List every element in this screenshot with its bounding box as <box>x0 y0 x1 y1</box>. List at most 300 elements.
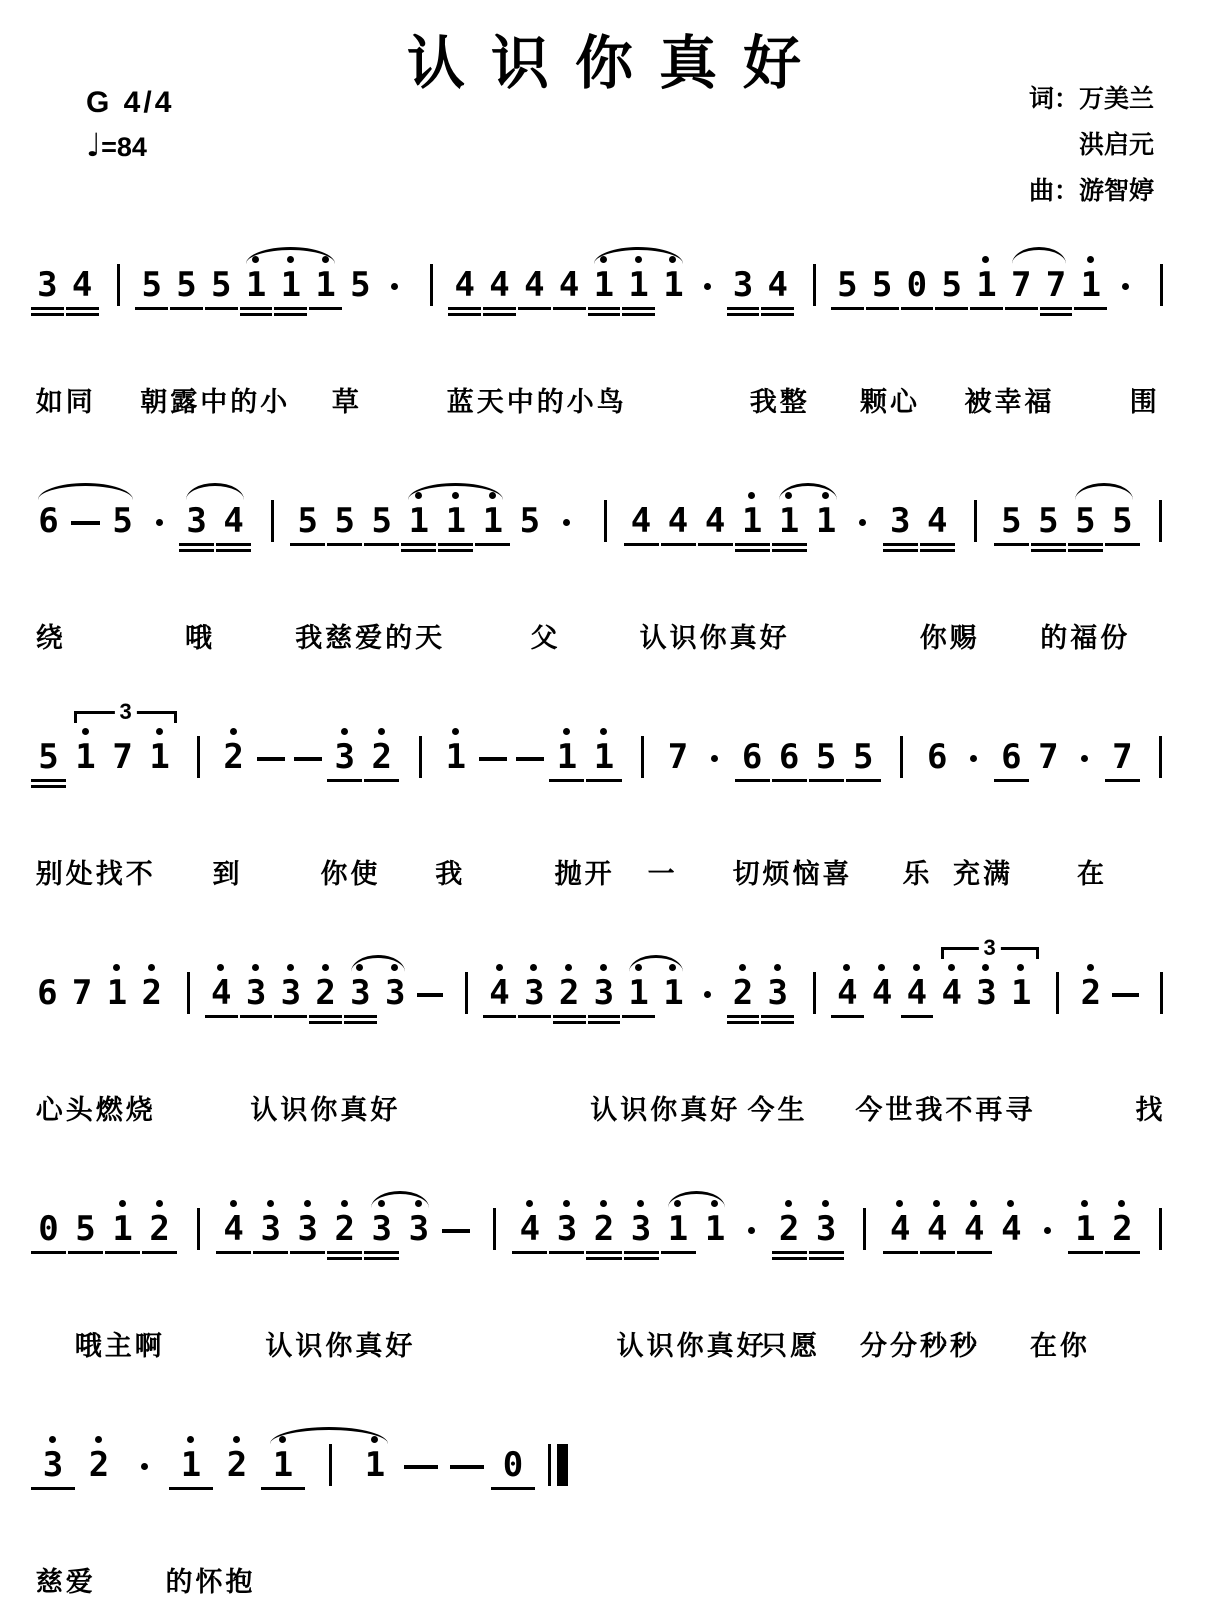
note <box>482 258 517 322</box>
note-digit: 5 <box>815 737 837 777</box>
credits <box>1029 76 1154 214</box>
lyricist-credit-2: 洪启元 <box>1078 131 1154 159</box>
octave-dot <box>252 964 259 971</box>
lyric-group: 抛开 <box>554 859 615 889</box>
note <box>830 966 865 1030</box>
note-digit: 1 <box>815 501 837 541</box>
note-digit: 2 <box>315 973 336 1013</box>
octave-dot <box>1081 1200 1088 1207</box>
barline <box>400 730 437 794</box>
note-digit: 3 <box>371 1209 393 1249</box>
note-digit: 5 <box>852 737 874 777</box>
beam-underline <box>344 1015 377 1018</box>
octave-dot <box>913 964 920 971</box>
slur <box>371 1191 429 1208</box>
beam-underline <box>31 1487 75 1490</box>
beam-underline <box>290 543 325 546</box>
note-digit: 1 <box>245 265 267 305</box>
beam-underline <box>761 1021 794 1024</box>
lyric-group: 别处找不 <box>35 859 156 889</box>
beam-underline <box>553 1021 586 1024</box>
note <box>771 730 808 794</box>
note-digit: 0 <box>906 265 928 305</box>
rest-note <box>30 1202 67 1266</box>
lyric-group: 心头燃烧 <box>35 1095 156 1125</box>
note <box>168 1438 214 1502</box>
note-digit: 2 <box>226 1445 248 1485</box>
octave-dot <box>287 964 294 971</box>
octave-dot <box>748 492 755 499</box>
note <box>1030 494 1067 558</box>
note <box>169 258 204 322</box>
quarter-note-icon: ♩ <box>86 126 102 164</box>
rest-note <box>900 258 935 322</box>
lyric-group: 只愿 <box>760 1331 821 1361</box>
note-digit: 3 <box>524 973 545 1013</box>
note-digit: 5 <box>75 1209 96 1249</box>
note-digit: 1 <box>1080 265 1102 305</box>
lyric-group: 如同 <box>35 387 96 417</box>
note <box>67 1202 104 1266</box>
note-digit: 1 <box>556 737 578 777</box>
note-digit: 6 <box>38 501 59 541</box>
music-system <box>30 258 1178 464</box>
lyric-group: 颗心 <box>860 387 920 417</box>
octave-dot <box>896 1200 903 1207</box>
note <box>760 966 795 1030</box>
augmentation-dot <box>734 1202 771 1266</box>
note <box>141 1202 178 1266</box>
augmentation-dot <box>141 494 178 558</box>
slur <box>408 483 503 500</box>
note-digit: 6 <box>37 973 58 1013</box>
note <box>273 258 308 322</box>
lyric-group: 我慈爱的天 <box>295 623 446 653</box>
note <box>447 258 482 322</box>
note <box>587 966 622 1030</box>
note <box>697 494 734 558</box>
beam-underline <box>761 313 794 316</box>
note <box>552 258 587 322</box>
note <box>660 730 697 794</box>
beam-underline <box>920 543 955 546</box>
note-digit: 3 <box>408 1209 430 1249</box>
note <box>517 258 552 322</box>
octave-dot <box>774 964 781 971</box>
beam-underline <box>1105 779 1140 782</box>
beam-underline <box>661 543 696 546</box>
lyric-group: 认识你真好 <box>616 1331 767 1361</box>
beam-underline <box>135 307 168 310</box>
octave-dot <box>785 1200 792 1207</box>
lyric-group: 乐 <box>902 859 933 889</box>
beam-underline <box>253 1251 288 1254</box>
slur <box>1075 483 1133 500</box>
beam-underline <box>772 543 807 546</box>
note <box>326 730 363 794</box>
augmentation-dot <box>378 258 413 322</box>
octave-dot <box>1118 1200 1125 1207</box>
note-digit: 4 <box>489 973 510 1013</box>
note-digit: 4 <box>889 1209 911 1249</box>
note <box>1030 730 1067 794</box>
beam-underline <box>831 1015 864 1018</box>
note-digit: 4 <box>211 973 232 1013</box>
note <box>623 1202 660 1266</box>
beam-underline <box>1105 543 1140 546</box>
note <box>343 258 378 322</box>
lyric-group: 哦主啊 <box>74 1331 165 1361</box>
note <box>808 494 845 558</box>
note-digit: 4 <box>223 501 244 541</box>
note-digit: 4 <box>558 265 580 305</box>
octave-dot <box>95 1436 102 1443</box>
octave-dot <box>187 1436 194 1443</box>
note <box>400 1202 437 1266</box>
note-digit: 1 <box>364 1445 386 1485</box>
note-digit: 4 <box>519 1209 541 1249</box>
note <box>548 730 585 794</box>
barline <box>306 1438 352 1502</box>
beam-underline <box>935 307 968 310</box>
lyric-group: 找 <box>1135 1095 1166 1125</box>
beam-underline <box>205 1015 238 1018</box>
lyric-group: 你使 <box>320 859 381 889</box>
note-digit: 7 <box>1011 265 1032 305</box>
note-digit: 6 <box>927 737 948 777</box>
beam-underline <box>364 1251 399 1254</box>
octave-dot <box>600 964 607 971</box>
beam-underline <box>772 1257 807 1260</box>
slur <box>38 483 133 500</box>
note <box>100 966 135 1030</box>
beam-underline <box>624 543 659 546</box>
note <box>771 1202 808 1266</box>
note <box>621 258 656 322</box>
note <box>239 966 274 1030</box>
beam-underline <box>1031 549 1066 552</box>
beam-underline <box>438 543 473 546</box>
lyric-group: 一 <box>647 859 678 889</box>
beam-underline <box>883 543 918 546</box>
note <box>865 258 900 322</box>
beam-underline <box>586 779 621 782</box>
note <box>1104 494 1141 558</box>
note <box>65 258 100 322</box>
beam-underline <box>883 1251 918 1254</box>
beam-underline <box>401 549 436 552</box>
note <box>726 966 761 1030</box>
note-digit: 5 <box>519 501 541 541</box>
beam-underline <box>624 1251 659 1254</box>
note-digit: 4 <box>524 265 545 305</box>
beam-underline <box>1074 307 1107 310</box>
notes-row <box>30 494 1178 558</box>
beam-underline <box>727 1015 760 1018</box>
octave-dot <box>217 964 224 971</box>
note <box>1067 494 1104 558</box>
beam-underline <box>274 307 307 310</box>
beam-underline <box>170 307 203 310</box>
music-system <box>30 1202 1178 1408</box>
note <box>30 494 67 558</box>
lyric-group: 认识你真好 <box>250 1095 401 1125</box>
beam-underline <box>549 1251 584 1254</box>
note-digit: 5 <box>334 501 355 541</box>
note-digit: 5 <box>1038 501 1059 541</box>
beam-underline <box>401 543 436 546</box>
note-digit: 5 <box>176 265 197 305</box>
note <box>474 494 511 558</box>
note-digit: 3 <box>245 973 267 1013</box>
beam-underline <box>809 779 844 782</box>
lyric-group: 今世我不再寻 <box>855 1095 1036 1125</box>
note-digit: 4 <box>71 265 93 305</box>
note <box>363 1202 400 1266</box>
lyric-group: 今生 <box>747 1095 808 1125</box>
note-digit: 4 <box>837 973 858 1013</box>
augmentation-dot <box>548 494 585 558</box>
note <box>30 730 67 794</box>
note-digit: 1 <box>75 737 96 777</box>
note <box>919 1202 956 1266</box>
note <box>65 966 100 1030</box>
note-digit: 3 <box>732 265 754 305</box>
note <box>1039 258 1074 322</box>
note-digit: 3 <box>350 973 371 1013</box>
octave-dot <box>113 964 120 971</box>
note-digit: 2 <box>558 973 580 1013</box>
note-digit: 2 <box>223 737 244 777</box>
octave-dot <box>156 728 163 735</box>
note <box>134 258 169 322</box>
duration-dash <box>511 730 548 794</box>
octave-dot <box>948 964 955 971</box>
note-digit: 3 <box>556 1209 578 1249</box>
augmentation-dot <box>1030 1202 1067 1266</box>
octave-dot <box>982 256 989 263</box>
note-digit: 1 <box>112 1209 133 1249</box>
note-digit: 1 <box>272 1445 294 1485</box>
note-digit: 5 <box>297 501 318 541</box>
triplet-number: 3 <box>114 701 136 723</box>
slur <box>351 955 405 972</box>
octave-dot <box>49 1436 56 1443</box>
beam-underline <box>344 1021 377 1024</box>
beam-underline <box>735 543 770 546</box>
note <box>178 494 215 558</box>
note <box>934 966 969 1030</box>
notes-row <box>30 935 1178 1030</box>
beam-underline <box>957 1251 992 1254</box>
octave-dot <box>600 728 607 735</box>
note-digit: 5 <box>371 501 393 541</box>
augmentation-dot <box>691 966 726 1030</box>
augmentation-dot <box>845 494 882 558</box>
beam-underline <box>866 307 899 310</box>
score <box>30 258 1178 1623</box>
barline <box>447 966 482 1030</box>
beam-underline <box>1005 307 1038 310</box>
page-title: 认识你真好 <box>406 31 827 96</box>
note-digit: 4 <box>223 1209 244 1249</box>
note <box>808 1202 845 1266</box>
note <box>1073 966 1108 1030</box>
rest-note <box>490 1438 536 1502</box>
note-digit: 1 <box>628 265 649 305</box>
note <box>1104 730 1141 794</box>
beam-underline <box>518 1015 551 1018</box>
note <box>660 1202 697 1266</box>
beam-underline <box>727 1021 760 1024</box>
note-digit: 1 <box>445 737 467 777</box>
note-digit: 4 <box>489 265 510 305</box>
note-digit: 1 <box>593 265 615 305</box>
octave-dot <box>1087 256 1094 263</box>
note <box>76 1438 122 1502</box>
beam-underline <box>240 1015 273 1018</box>
octave-dot <box>600 1200 607 1207</box>
lyricist-credit: 词：万美兰 <box>1028 85 1154 113</box>
note <box>214 1438 260 1502</box>
note-digit: 4 <box>630 501 652 541</box>
note <box>919 730 956 794</box>
beam-underline <box>105 1251 140 1254</box>
note-digit: 2 <box>88 1445 110 1485</box>
note <box>104 494 141 558</box>
beam-underline <box>364 779 399 782</box>
augmentation-dot <box>691 258 726 322</box>
beam-underline <box>727 313 760 316</box>
beam-underline <box>994 543 1029 546</box>
note-digit: 4 <box>941 973 962 1013</box>
beam-underline <box>588 1021 621 1024</box>
octave-dot <box>230 1200 237 1207</box>
note-digit: 5 <box>941 265 962 305</box>
beam-underline <box>327 1251 362 1254</box>
slur <box>668 1191 726 1208</box>
triplet-number: 3 <box>979 937 1001 959</box>
note-digit: 5 <box>871 265 893 305</box>
barline <box>956 494 993 558</box>
note-digit: 0 <box>502 1445 524 1485</box>
note-digit: 3 <box>815 1209 837 1249</box>
note-digit: 3 <box>297 1209 318 1249</box>
note <box>1073 258 1108 322</box>
beam-underline <box>553 1015 586 1018</box>
note <box>845 730 882 794</box>
beam-underline <box>240 313 273 316</box>
note <box>511 494 548 558</box>
note-digit: 4 <box>964 1209 985 1249</box>
beam-underline <box>1040 313 1073 316</box>
note-digit: 1 <box>628 973 649 1013</box>
note <box>934 258 969 322</box>
note <box>134 966 169 1030</box>
notes-row <box>30 1202 1178 1266</box>
beam-underline <box>216 549 251 552</box>
duration-dash <box>474 730 511 794</box>
note-digit: 7 <box>1045 265 1067 305</box>
beam-underline <box>483 307 516 310</box>
barline <box>795 966 830 1030</box>
note-digit: 3 <box>260 1209 281 1249</box>
lyric-group: 分分秒秒 <box>860 1331 980 1361</box>
note <box>865 966 900 1030</box>
note <box>808 730 845 794</box>
duration-dash <box>252 730 289 794</box>
note-digit: 1 <box>280 265 302 305</box>
beam-underline <box>761 1015 794 1018</box>
slur <box>594 247 683 264</box>
duration-dash <box>289 730 326 794</box>
note-digit: 3 <box>42 1445 64 1485</box>
beam-underline <box>831 307 864 310</box>
music-system <box>30 935 1178 1172</box>
beam-underline <box>588 313 621 316</box>
beam-underline <box>1040 307 1073 310</box>
beam-underline <box>518 307 551 310</box>
lyric-group: 我整 <box>749 387 810 417</box>
note-digit: 5 <box>1001 501 1022 541</box>
triplet-bracket <box>74 699 178 724</box>
octave-dot <box>563 1200 570 1207</box>
note <box>400 494 437 558</box>
note-digit: 7 <box>1112 737 1133 777</box>
note <box>993 1202 1030 1266</box>
duration-dash <box>437 1202 474 1266</box>
note-digit: 1 <box>704 1209 726 1249</box>
note <box>760 258 795 322</box>
beam-underline <box>622 307 655 310</box>
note-digit: 1 <box>482 501 504 541</box>
note-digit: 1 <box>1075 1209 1096 1249</box>
beam-underline <box>586 1251 621 1254</box>
note <box>363 494 400 558</box>
lyric-group: 的福份 <box>1040 623 1131 653</box>
note-digit: 7 <box>71 973 93 1013</box>
beam-underline <box>727 307 760 310</box>
barline <box>882 730 919 794</box>
note <box>104 1202 141 1266</box>
note <box>697 1202 734 1266</box>
note-digit: 3 <box>767 973 789 1013</box>
beam-underline <box>883 549 918 552</box>
note <box>289 1202 326 1266</box>
note <box>273 966 308 1030</box>
duration-dash <box>67 494 104 558</box>
duration-dash <box>444 1438 490 1502</box>
note <box>260 1438 306 1502</box>
note <box>343 966 378 1030</box>
note <box>308 258 343 322</box>
lyric-group: 充满 <box>952 859 1013 889</box>
beam-underline <box>31 1251 66 1254</box>
note-digit: 4 <box>454 265 475 305</box>
note <box>326 1202 363 1266</box>
note <box>30 1438 76 1502</box>
music-system <box>30 1438 1178 1623</box>
beam-underline <box>846 779 881 782</box>
duration-dash <box>398 1438 444 1502</box>
note-digit: 5 <box>837 265 858 305</box>
note <box>308 966 343 1030</box>
octave-dot <box>1087 964 1094 971</box>
note-digit: 1 <box>667 1209 689 1249</box>
slur <box>186 483 244 500</box>
note-digit: 6 <box>1001 737 1022 777</box>
note <box>437 494 474 558</box>
